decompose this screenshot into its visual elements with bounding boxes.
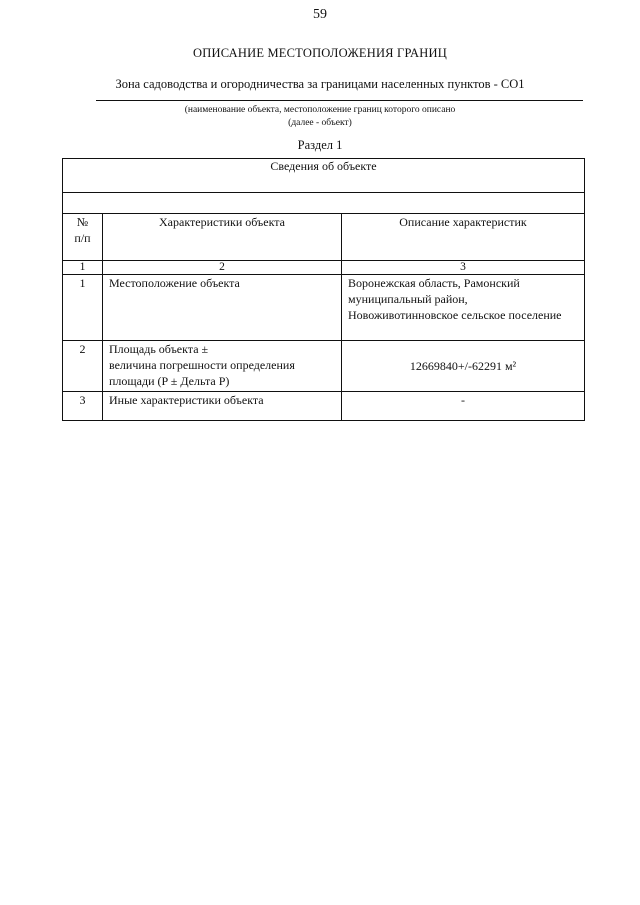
column-numbers-row bbox=[63, 261, 585, 275]
row-description bbox=[342, 341, 585, 392]
row-description-line: Новоживотинновское сельское поселение bbox=[348, 308, 562, 322]
header-num-line2: п/п bbox=[74, 231, 91, 245]
blank-cell bbox=[63, 193, 585, 214]
header-num bbox=[63, 214, 103, 261]
object-caption bbox=[0, 104, 640, 130]
header-characteristics: Характеристики объекта bbox=[103, 214, 342, 261]
page-number: 59 bbox=[313, 7, 327, 22]
header-description: Описание характеристик bbox=[342, 214, 585, 261]
row-description bbox=[342, 392, 585, 421]
row-num: 1 bbox=[63, 275, 103, 341]
row-characteristic-line: площади (P ± Дельта P) bbox=[109, 374, 230, 388]
column-number-3: 3 bbox=[342, 261, 585, 275]
table-row bbox=[63, 341, 585, 392]
column-number-1: 1 bbox=[63, 261, 103, 275]
column-number-2: 2 bbox=[103, 261, 342, 275]
row-description-line: Воронежская область, Рамонский bbox=[348, 276, 520, 290]
row-characteristic bbox=[103, 275, 342, 341]
table-header-row bbox=[63, 214, 585, 261]
row-description-line: - bbox=[461, 393, 465, 407]
object-caption-line2: (далее - объект) bbox=[288, 118, 352, 128]
object-info-table bbox=[62, 158, 585, 421]
table-title-row bbox=[63, 159, 585, 193]
row-characteristic bbox=[103, 392, 342, 421]
object-name: Зона садоводства и огородничества за границами населенных пунктов - СО1 bbox=[115, 77, 525, 91]
object-underline bbox=[96, 100, 583, 101]
object-caption-line1: (наименование объекта, местоположение границ которого описано bbox=[184, 105, 456, 115]
row-num: 3 bbox=[63, 392, 103, 421]
table-row bbox=[63, 392, 585, 421]
row-description bbox=[342, 275, 585, 341]
header-num-line1: № bbox=[76, 215, 89, 229]
table-blank-row bbox=[63, 193, 585, 214]
row-characteristic bbox=[103, 341, 342, 392]
row-characteristic-line: Площадь объекта ± bbox=[109, 342, 209, 356]
section-title: Раздел 1 bbox=[297, 138, 343, 152]
row-characteristic-line: Местоположение объекта bbox=[109, 276, 240, 290]
document-title: ОПИСАНИЕ МЕСТОПОЛОЖЕНИЯ ГРАНИЦ bbox=[193, 46, 447, 60]
table-title: Сведения об объекте bbox=[63, 159, 585, 193]
row-characteristic-line: величина погрешности определения bbox=[109, 358, 295, 372]
row-num: 2 bbox=[63, 341, 103, 392]
row-description-line: 12669840+/-62291 м² bbox=[409, 359, 517, 373]
row-characteristic-line: Иные характеристики объекта bbox=[109, 393, 264, 407]
row-description-line: муниципальный район, bbox=[348, 292, 468, 306]
table-row bbox=[63, 275, 585, 341]
